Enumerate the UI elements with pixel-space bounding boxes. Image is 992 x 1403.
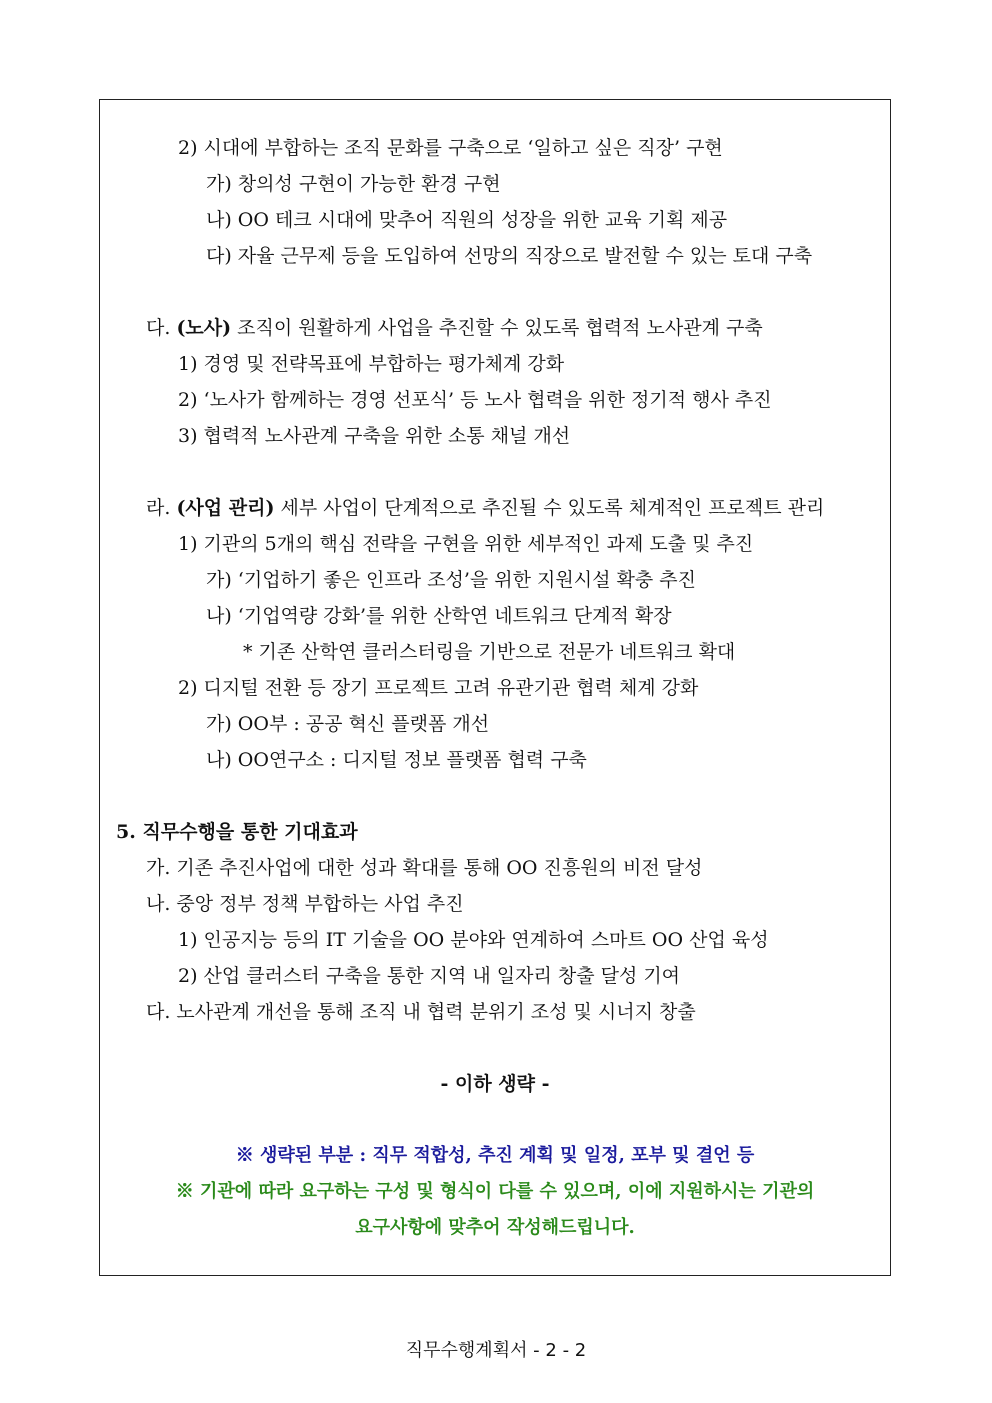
text-line: 다. 노사관계 개선을 통해 조직 내 협력 분위기 조성 및 시너지 창출 (146, 1001, 696, 1023)
text-line: 2) 시대에 부합하는 조직 문화를 구축으로 ‘일하고 싶은 직장’ 구현 (178, 137, 723, 159)
section-heading-effects: 5. 직무수행을 통한 기대효과 (116, 821, 358, 843)
text-line: 가) OO부 : 공공 혁신 플랫폼 개선 (206, 713, 490, 735)
text-line: 가) ‘기업하기 좋은 인프라 조성’을 위한 지원시설 확충 추진 (206, 569, 696, 591)
text-line: 3) 협력적 노사관계 구축을 위한 소통 채널 개선 (178, 425, 571, 447)
text-line: 가. 기존 추진사업에 대한 성과 확대를 통해 OO 진흥원의 비전 달성 (146, 857, 703, 879)
text-line: 나) ‘기업역량 강화’를 위한 산학연 네트워크 단계적 확장 (206, 605, 672, 627)
section-tag: (사업 관리) (176, 497, 275, 519)
text-line: 1) 인공지능 등의 IT 기술을 OO 분야와 연계하여 스마트 OO 산업 육성 (178, 929, 769, 951)
text-line: 다) 자율 근무제 등을 도입하여 선망의 직장으로 발전할 수 있는 토대 구축 (206, 245, 813, 267)
text-line: 2) ‘노사가 함께하는 경영 선포식’ 등 노사 협력을 위한 정기적 행사 추진 (178, 389, 772, 411)
section-text: 세부 사업이 단계적으로 추진될 수 있도록 체계적인 프로젝트 관리 (274, 497, 825, 519)
text-line: 1) 경영 및 전략목표에 부합하는 평가체계 강화 (178, 353, 565, 375)
text-line: 나. 중앙 정부 정책 부합하는 사업 추진 (146, 893, 464, 915)
omitted-marker: - 이하 생략 - (440, 1073, 550, 1095)
note-omitted-parts: ※ 생략된 부분 : 직무 적합성, 추진 계획 및 일정, 포부 및 결언 등 (235, 1145, 755, 1166)
text-line: 1) 기관의 5개의 핵심 전략을 구현을 위한 세부적인 과제 도출 및 추진 (178, 533, 754, 555)
section-heading-labor (146, 316, 763, 340)
text-line: 나) OO연구소 : 디지털 정보 플랫폼 협력 구축 (206, 749, 587, 771)
section-text: 조직이 원활하게 사업을 추진할 수 있도록 협력적 노사관계 구축 (231, 317, 763, 339)
text-line: 2) 디지털 전환 등 장기 프로젝트 고려 유관기관 협력 체계 강화 (178, 677, 699, 699)
note-custom-line-2: 요구사항에 맞추어 작성해드립니다. (355, 1217, 635, 1238)
section-tag: (노사) (176, 317, 232, 339)
text-line: 가) 창의성 구현이 가능한 환경 구현 (206, 173, 501, 195)
page-footer: 직무수행계획서 - 2 - 2 (405, 1340, 587, 1361)
section-marker: 라. (146, 497, 177, 519)
text-line: 2) 산업 클러스터 구축을 통한 지역 내 일자리 창출 달성 기여 (178, 965, 681, 987)
text-line: * 기존 산학연 클러스터링을 기반으로 전문가 네트워크 확대 (243, 641, 736, 663)
text-line: 나) OO 테크 시대에 맞추어 직원의 성장을 위한 교육 기획 제공 (206, 209, 728, 231)
section-marker: 다. (146, 317, 177, 339)
section-heading-project (146, 496, 824, 520)
note-custom-line-1: ※ 기관에 따라 요구하는 구성 및 형식이 다를 수 있으며, 이에 지원하시는 기관의 (175, 1181, 815, 1202)
